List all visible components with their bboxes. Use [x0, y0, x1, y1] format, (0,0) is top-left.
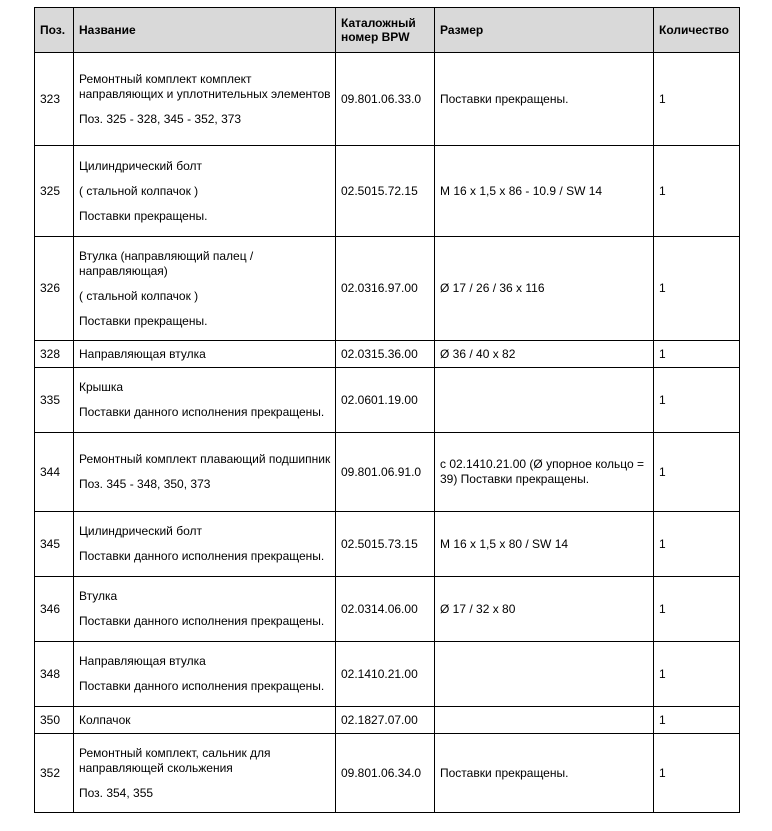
cell-pos: 325	[35, 146, 74, 237]
name-line: Втулка	[79, 589, 118, 603]
name-line: Направляющая втулка	[79, 654, 206, 668]
cell-size: M 16 x 1,5 x 80 / SW 14	[435, 512, 654, 577]
cell-catalog: 02.0314.06.00	[336, 577, 435, 642]
cell-pos: 323	[35, 53, 74, 146]
cell-pos: 345	[35, 512, 74, 577]
cell-name	[74, 707, 336, 734]
name-line: Поставки данного исполнения прекращены.	[79, 679, 325, 693]
name-line: ( стальной колпачок )	[79, 183, 199, 198]
cell-catalog: 02.5015.72.15	[336, 146, 435, 237]
name-line: Поставки прекращены.	[79, 208, 208, 223]
cell-size: Ø 17 / 26 / 36 x 116	[435, 237, 654, 341]
header-size: Размер	[435, 8, 654, 53]
header-qty: Количество	[654, 8, 740, 53]
cell-qty: 1	[654, 53, 740, 146]
table-row	[35, 341, 740, 368]
name-line: Ремонтный комплект плавающий подшипник	[79, 452, 331, 466]
cell-catalog: 02.0601.19.00	[336, 368, 435, 433]
name-line: Поз. 354, 355	[79, 785, 154, 800]
header-pos: Поз.	[35, 8, 74, 53]
cell-size: Ø 36 / 40 x 82	[435, 341, 654, 368]
name-line: Поз. 325 - 328, 345 - 352, 373	[79, 111, 242, 126]
table-row	[35, 577, 740, 642]
table-row	[35, 642, 740, 707]
name-line: Поз. 345 - 348, 350, 373	[79, 477, 211, 491]
table-row	[35, 237, 740, 341]
cell-name	[74, 512, 336, 577]
cell-pos: 344	[35, 433, 74, 512]
cell-size	[435, 707, 654, 734]
cell-catalog: 09.801.06.91.0	[336, 433, 435, 512]
cell-catalog: 02.1410.21.00	[336, 642, 435, 707]
table-row	[35, 146, 740, 237]
table-row	[35, 53, 740, 146]
cell-name	[74, 577, 336, 642]
cell-qty: 1	[654, 512, 740, 577]
cell-pos: 326	[35, 237, 74, 341]
cell-size: Поставки прекращены.	[435, 734, 654, 813]
cell-qty: 1	[654, 577, 740, 642]
cell-qty: 1	[654, 341, 740, 368]
cell-pos: 348	[35, 642, 74, 707]
name-line: Крышка	[79, 380, 124, 394]
table-row	[35, 734, 740, 813]
name-line: Поставки данного исполнения прекращены.	[79, 405, 325, 419]
cell-catalog: 09.801.06.34.0	[336, 734, 435, 813]
cell-name	[74, 53, 336, 146]
name-line: ( стальной колпачок )	[79, 288, 199, 303]
header-row	[35, 8, 740, 53]
cell-size: M 16 x 1,5 x 86 - 10.9 / SW 14	[435, 146, 654, 237]
table-row	[35, 512, 740, 577]
name-line: Ремонтный комплект комплект направляющих и уплотнительных элементов	[79, 71, 331, 101]
cell-name	[74, 642, 336, 707]
cell-catalog: 02.0315.36.00	[336, 341, 435, 368]
name-line: Цилиндрический болт	[79, 524, 202, 538]
cell-catalog: 02.1827.07.00	[336, 707, 435, 734]
cell-name	[74, 146, 336, 237]
cell-name	[74, 341, 336, 368]
name-line: Цилиндрический болт	[79, 158, 202, 173]
cell-size: Поставки прекращены.	[435, 53, 654, 146]
cell-catalog: 02.0316.97.00	[336, 237, 435, 341]
cell-name	[74, 237, 336, 341]
cell-qty: 1	[654, 433, 740, 512]
name-line: Втулка (направляющий палец / направляющая)	[79, 248, 254, 278]
cell-pos: 328	[35, 341, 74, 368]
name-line: Поставки данного исполнения прекращены.	[79, 549, 325, 563]
cell-size: с 02.1410.21.00 (Ø упорное кольцо = 39) Поставки прекращены.	[435, 433, 654, 512]
cell-qty: 1	[654, 642, 740, 707]
cell-name	[74, 368, 336, 433]
parts-table	[34, 7, 740, 813]
cell-name	[74, 734, 336, 813]
cell-pos: 350	[35, 707, 74, 734]
cell-pos: 346	[35, 577, 74, 642]
table-row	[35, 368, 740, 433]
cell-size: Ø 17 / 32 x 80	[435, 577, 654, 642]
name-line: Поставки данного исполнения прекращены.	[79, 614, 325, 628]
parts-table-body	[35, 53, 740, 813]
cell-qty: 1	[654, 707, 740, 734]
cell-pos: 352	[35, 734, 74, 813]
header-name: Название	[74, 8, 336, 53]
name-line: Поставки прекращены.	[79, 313, 208, 328]
name-line: Ремонтный комплект, сальник для направляющей скольжения	[79, 745, 271, 775]
table-row	[35, 433, 740, 512]
cell-qty: 1	[654, 734, 740, 813]
cell-catalog: 02.5015.73.15	[336, 512, 435, 577]
cell-size	[435, 642, 654, 707]
cell-catalog: 09.801.06.33.0	[336, 53, 435, 146]
cell-size	[435, 368, 654, 433]
header-catalog: Каталожный номер BPW	[336, 8, 435, 53]
cell-qty: 1	[654, 237, 740, 341]
cell-name	[74, 433, 336, 512]
name-line: Колпачок	[79, 712, 131, 727]
cell-pos: 335	[35, 368, 74, 433]
name-line: Направляющая втулка	[79, 346, 206, 361]
cell-qty: 1	[654, 368, 740, 433]
table-row	[35, 707, 740, 734]
cell-qty: 1	[654, 146, 740, 237]
